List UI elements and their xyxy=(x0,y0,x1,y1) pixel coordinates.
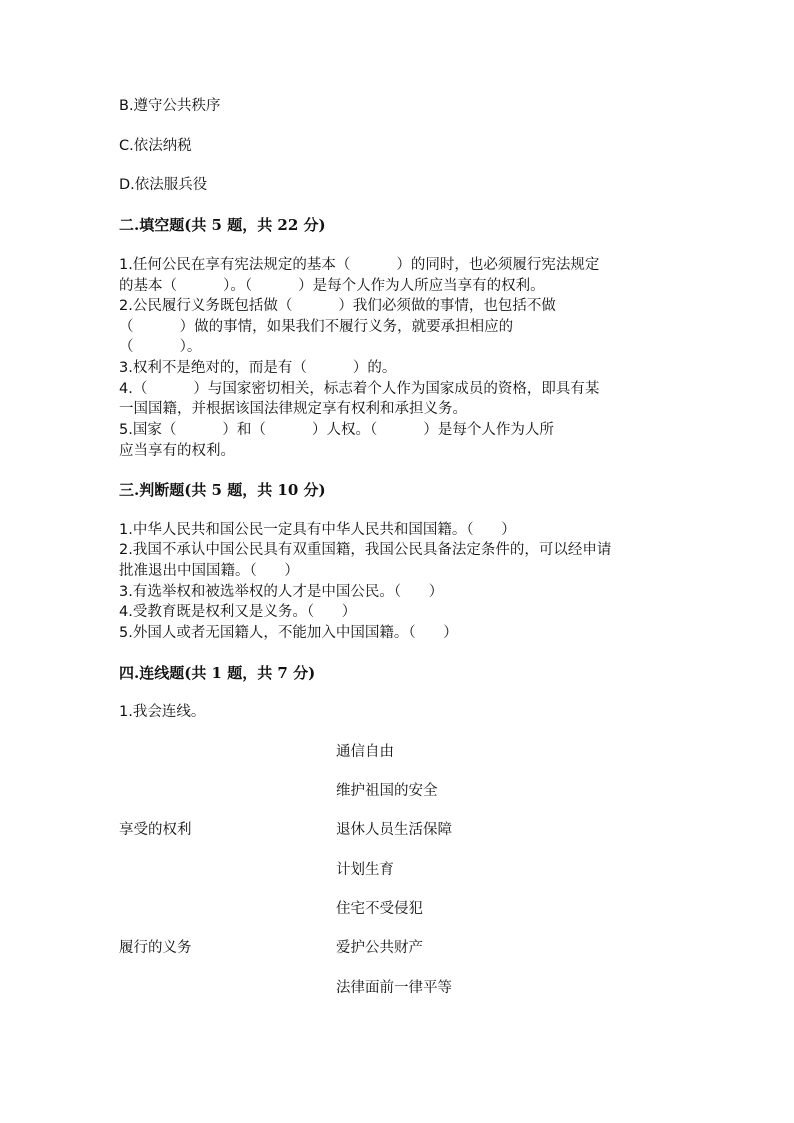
option-c: C.依法纳税 xyxy=(119,138,192,154)
matching-right-item: 法律面前一律平等 xyxy=(336,980,452,996)
fill-blank-line: 4.（ ）与国家密切相关，标志着个人作为国家成员的资格，即具有某 xyxy=(119,381,600,397)
matching-heading: 四.连线题(共 1 题，共 7 分) xyxy=(119,664,316,682)
matching-left-item: 履行的义务 xyxy=(119,940,192,956)
true-false-line: 5.外国人或者无国籍人，不能加入中国国籍。（ ） xyxy=(119,625,458,641)
fill-blank-line: 3.权利不是绝对的，而是有（ ）的。 xyxy=(119,360,397,376)
fill-blank-line: 的基本（ ）。（ ）是每个人作为人所应当享有的权利。 xyxy=(119,278,545,294)
fill-blank-line: （ ）。 xyxy=(119,339,202,355)
fill-blank-line: 应当享有的权利。 xyxy=(119,443,235,459)
option-d: D.依法服兵役 xyxy=(119,177,208,193)
matching-right-item: 退休人员生活保障 xyxy=(336,822,452,838)
true-false-line: 4.受教育既是权利又是义务。（ ） xyxy=(119,604,357,620)
true-false-line: 批准退出中国国籍。（ ） xyxy=(119,563,299,579)
matching-right-item: 维护祖国的安全 xyxy=(336,783,438,799)
matching-right-item: 住宅不受侵犯 xyxy=(336,901,423,917)
matching-question: 1.我会连线。 xyxy=(119,704,206,720)
fill-blank-line: （ ）做的事情，如果我们不履行义务，就要承担相应的 xyxy=(119,319,514,335)
fill-blank-line: 2.公民履行义务既包括做（ ）我们必须做的事情，也包括不做 xyxy=(119,298,556,314)
fill-blank-line: 一国国籍，并根据该国法律规定享有权利和承担义务。 xyxy=(119,401,467,417)
true-false-line: 3.有选举权和被选举权的人才是中国公民。（ ） xyxy=(119,584,444,600)
matching-left-item: 享受的权利 xyxy=(119,822,192,838)
option-b: B.遵守公共秩序 xyxy=(119,98,221,114)
matching-right-item: 爱护公共财产 xyxy=(336,940,423,956)
true-false-line: 2.我国不承认中国公民具有双重国籍，我国公民具备法定条件的，可以经申请 xyxy=(119,542,612,558)
fill-blank-line: 5.国家（ ）和（ ）人权。（ ）是每个人作为人所 xyxy=(119,422,554,438)
true-false-line: 1.中华人民共和国公民一定具有中华人民共和国国籍。（ ） xyxy=(119,522,516,538)
matching-right-item: 通信自由 xyxy=(336,744,394,760)
true-false-heading: 三.判断题(共 5 题，共 10 分) xyxy=(119,481,326,499)
fill-blank-line: 1.任何公民在享有宪法规定的基本（ ）的同时，也必须履行宪法规定 xyxy=(119,257,600,273)
fill-blank-heading: 二.填空题(共 5 题，共 22 分) xyxy=(119,216,326,234)
matching-right-item: 计划生育 xyxy=(336,862,394,878)
